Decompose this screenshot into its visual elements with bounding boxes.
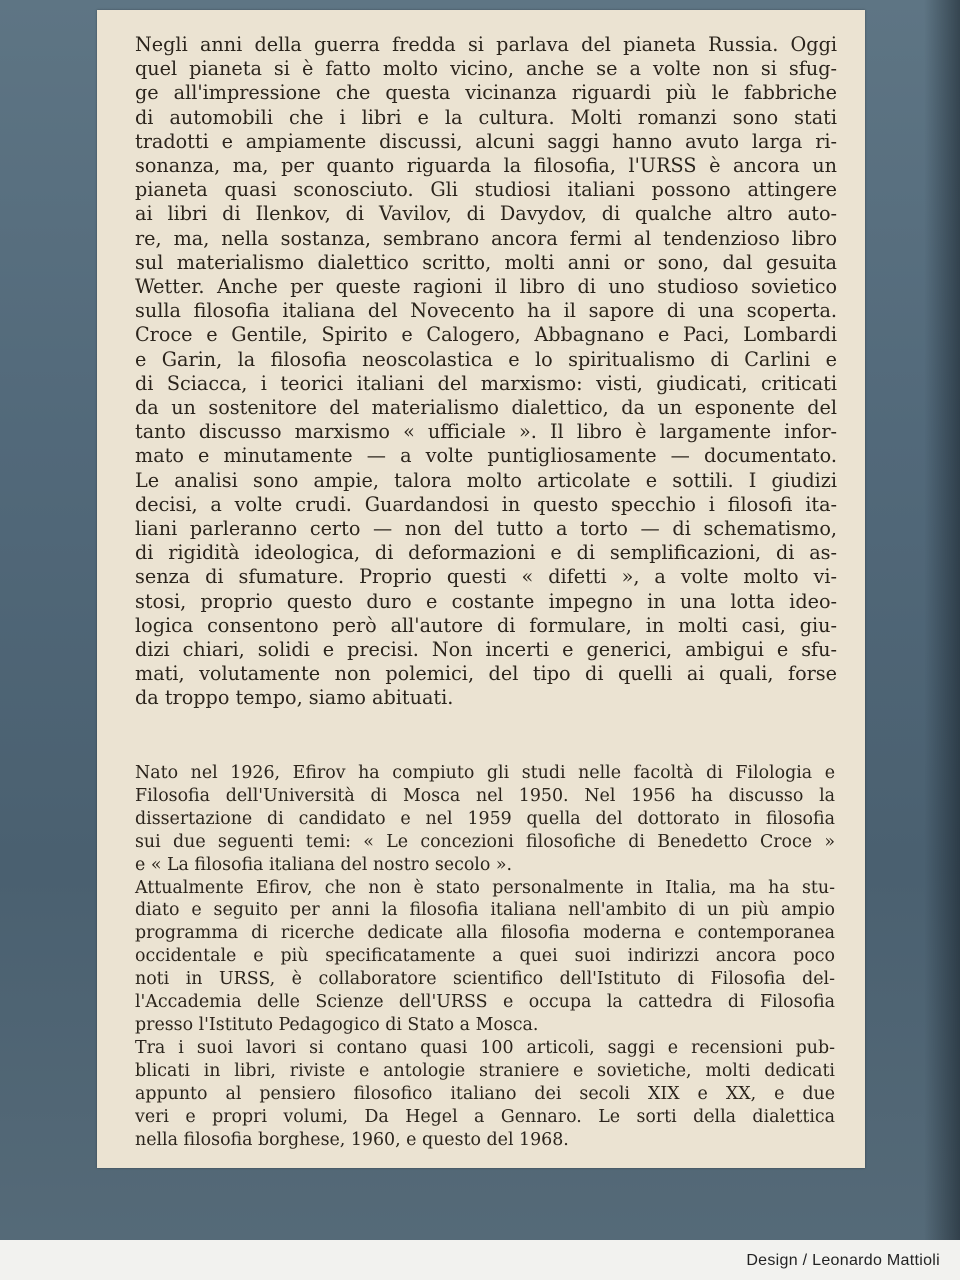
blurb-line: sul materialismo dialettico scritto, molti anni or sono, dal gesuita [135,250,837,274]
design-credit: Design / Leonardo Mattioli [746,1252,940,1269]
bio-line: Filosofia dell'Università di Mosca nel 1950. Nel 1956 ha discusso la [135,785,835,806]
bio-line: programma di ricerche dedicate alla filosofia moderna e contemporanea [135,923,835,944]
bio-line: blicati in libri, riviste e antologie straniere e sovietiche, molti dedicati [135,1060,835,1081]
blurb-line: tradotti e ampiamente discussi, alcuni saggi hanno avuto larga ri- [135,129,837,153]
blurb-line: da troppo tempo, siamo abituati. [135,686,454,710]
bio-line: Nato nel 1926, Efirov ha compiuto gli studi nelle facoltà di Filologia e [135,763,835,783]
author-bio-paragraph [135,762,835,1151]
blurb-line: ge all'impressione che questa vicinanza riguardi più le fabbriche [135,81,837,105]
bio-line: diato e seguito per anni la filosofia italiana nell'ambito di un più ampio [135,900,835,921]
bio-line: nella filosofia borghese, 1960, e questo del 1968. [135,1129,569,1150]
blurb-line: Croce e Gentile, Spirito e Calogero, Abbagnano e Paci, Lombardi [135,323,837,347]
blurb-line: di rigidità ideologica, di deformazioni e di semplificazioni, di as- [135,541,837,565]
blurb-line: ai libri di Ilenkov, di Vavilov, di Davydov, di qualche altro auto- [135,202,837,226]
bio-line: Attualmente Efirov, che non è stato personalmente in Italia, ma ha stu- [135,877,835,898]
blurb-line: quel pianeta si è fatto molto vicino, anche se a volte non si sfug- [135,57,837,81]
bio-line: Tra i suoi lavori si contano quasi 100 articoli, saggi e recensioni pub- [135,1037,835,1058]
cover-spine-shadow [924,0,960,1240]
bio-line: dissertazione di candidato e nel 1959 quella del dottorato in filosofia [135,808,835,829]
bio-line: occidentale e più specificatamente a quei suoi indirizzi ancora poco [135,946,835,967]
bio-line: appunto al pensiero filosofico italiano dei secoli XIX e XX, e due [135,1083,835,1104]
blurb-line: sulla filosofia italiana del Novecento ha il sapore di una scoperta. [135,299,837,323]
bio-line: veri e propri volumi, Da Hegel a Gennaro. Le sorti della dialettica [135,1106,835,1127]
blurb-line: dizi chiari, solidi e precisi. Non incerti e generici, ambigui e sfu- [135,638,837,662]
blurb-line: mato e minutamente — a volte puntigliosamente — documentato. [135,444,837,468]
blurb-line: mati, volutamente non polemici, del tipo di quelli ai quali, forse [135,662,837,686]
blurb-line: stosi, proprio questo duro e costante impegno in una lotta ideo- [135,589,837,613]
blurb-line: e Garin, la filosofia neoscolastica e lo spiritualismo di Carlini e [135,347,837,371]
bio-line: e « La filosofia italiana del nostro secolo ». [135,854,513,875]
blurb-line: pianeta quasi sconosciuto. Gli studiosi italiani possono attingere [135,178,837,202]
bio-line: presso l'Istituto Pedagogico di Stato a Mosca. [135,1014,539,1035]
blurb-line: liani parleranno certo — non del tutto a torto — di schematismo, [135,517,837,541]
blurb-line: di Sciacca, i teorici italiani del marxismo: visti, giudicati, criticati [135,371,837,395]
blurb-line: decisi, a volte crudi. Guardandosi in questo specchio i filosofi ita- [135,492,837,516]
blurb-line: re, ma, nella sostanza, sembrano ancora fermi al tendenzioso libro [135,226,837,250]
bio-line: sui due seguenti temi: « Le concezioni filosofiche di Benedetto Croce » [135,831,835,852]
bio-line: noti in URSS, è collaboratore scientifico dell'Istituto di Filosofia del- [135,969,835,990]
blurb-line: sonanza, ma, per quanto riguarda la filosofia, l'URSS è ancora un [135,154,837,178]
bio-line: l'Accademia delle Scienze dell'URSS e occupa la cattedra di Filosofia [135,992,835,1013]
blurb-paragraph [135,33,837,711]
blurb-line: di automobili che i libri e la cultura. Molti romanzi sono stati [135,105,837,129]
blurb-line: da un sostenitore del materialismo dialettico, da un esponente del [135,396,837,420]
blurb-line: tanto discusso marxismo « ufficiale ». Il libro è largamente infor- [135,420,837,444]
blurb-line: Negli anni della guerra fredda si parlava del pianeta Russia. Oggi [135,33,837,56]
blurb-line: Le analisi sono ampie, talora molto articolate e sottili. I giudizi [135,468,837,492]
blurb-line: Wetter. Anche per queste ragioni il libro di uno studioso sovietico [135,275,837,299]
blurb-line: senza di sfumature. Proprio questi « difetti », a volte molto vi- [135,565,837,589]
blurb-line: logica consentono però all'autore di formulare, in molti casi, giu- [135,613,837,637]
